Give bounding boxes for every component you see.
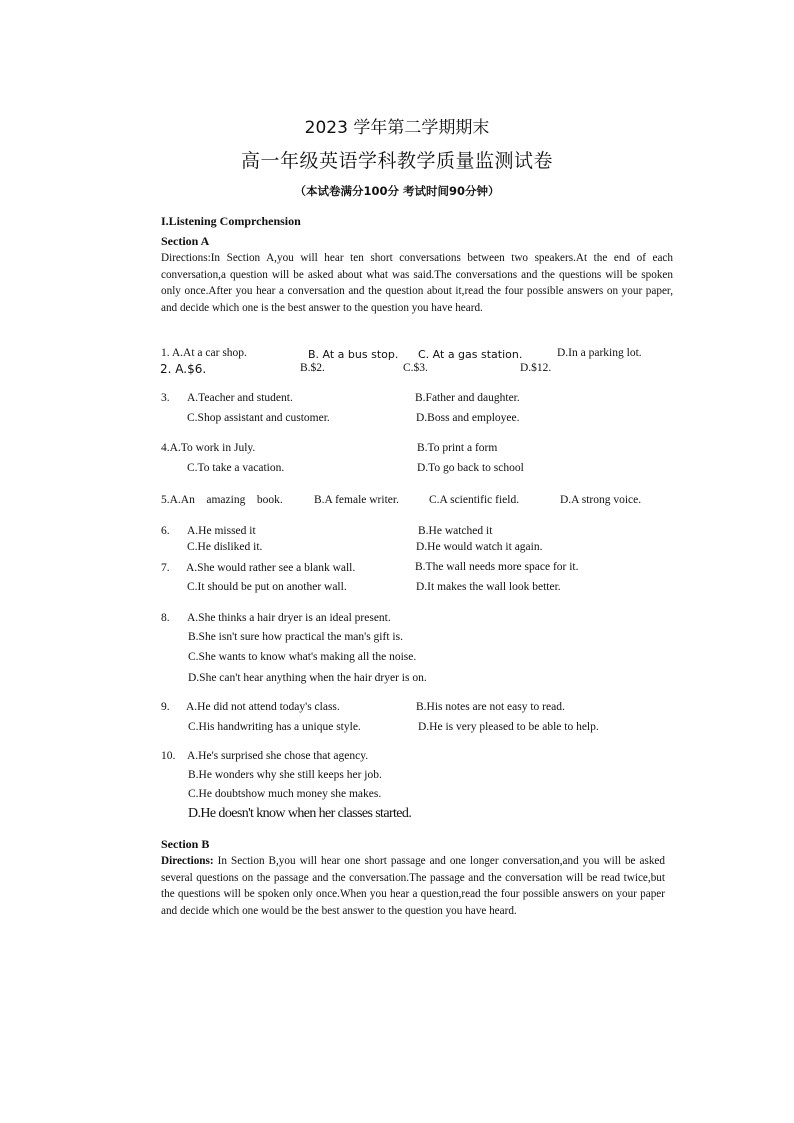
q1-option-a: 1. A.At a car shop.	[161, 347, 247, 359]
exam-subtitle: 高一年级英语学科教学质量监测试卷	[240, 150, 553, 172]
q7-option-c: C.It should be put on another wall.	[187, 581, 347, 593]
q9-option-a: A.He did not attend today's class.	[186, 701, 340, 713]
q3-number: 3.	[161, 392, 170, 404]
exam-note: （本试卷满分100分 考试时间90分钟）	[294, 184, 500, 198]
q2-option-d: D.$12.	[520, 362, 552, 374]
q5-option-b: B.A female writer.	[314, 494, 399, 506]
q7-number: 7.	[161, 562, 170, 574]
q7-option-d: D.It makes the wall look better.	[416, 581, 561, 593]
q8-option-b: B.She isn't sure how practical the man's gift is.	[188, 631, 403, 643]
q1-option-d: D.In a parking lot.	[557, 347, 642, 359]
q4-option-c: C.To take a vacation.	[187, 462, 285, 474]
q10-option-d: D.He doesn't know when her classes started.	[188, 806, 412, 821]
q2-option-c: C.$3.	[403, 362, 428, 374]
q6-number: 6.	[161, 525, 170, 537]
q10-option-a: A.He's surprised she chose that agency.	[187, 750, 369, 762]
q6-option-c: C.He disliked it.	[187, 541, 263, 553]
q5-option-c: C.A scientific field.	[429, 494, 520, 506]
q6-option-a: A.He missed it	[187, 525, 256, 537]
q1-option-b: B. At a bus stop.	[308, 348, 399, 361]
q5-option-d: D.A strong voice.	[560, 494, 642, 506]
q6-option-d: D.He would watch it again.	[416, 541, 543, 553]
section-b-directions-text: In Section B,you will hear one short passage and one longer conversation,and you will be asked several questions on the passage and the conversation.The passage and the conversation will be read twice,but the questions will be spoken only once.When you hear a question,read the four possible answers on your paper and decide which one would be the best answer to the question you have heard.	[161, 855, 665, 917]
section-b-directions	[161, 853, 665, 919]
q7-option-a: A.She would rather see a blank wall.	[186, 562, 356, 574]
q2-option-a: 2. A.$6.	[160, 362, 207, 376]
q6-option-b: B.He watched it	[418, 525, 493, 537]
q9-number: 9.	[161, 701, 170, 713]
q3-option-d: D.Boss and employee.	[416, 412, 520, 424]
q4-option-b: B.To print a form	[417, 442, 498, 454]
q7-option-b: B.The wall needs more space for it.	[415, 561, 579, 573]
q3-option-c: C.Shop assistant and customer.	[187, 412, 330, 424]
q1-option-c: C. At a gas station.	[418, 348, 523, 361]
q10-number: 10.	[161, 750, 176, 762]
part-heading: I.Listening Comprchension	[161, 214, 301, 228]
exam-title: 2023 学年第二学期期末	[304, 118, 490, 138]
q4-option-d: D.To go back to school	[417, 462, 524, 474]
q3-option-a: A.Teacher and student.	[187, 392, 293, 404]
section-b-directions-label: Directions:	[161, 855, 214, 867]
q8-option-c: C.She wants to know what's making all the noise.	[188, 651, 417, 663]
q2-option-b: B.$2.	[300, 362, 325, 374]
q8-option-d: D.She can't hear anything when the hair dryer is on.	[188, 672, 427, 684]
q4-option-a: 4.A.To work in July.	[161, 442, 256, 454]
q10-option-c: C.He doubtshow much money she makes.	[188, 788, 382, 800]
q3-option-b: B.Father and daughter.	[415, 392, 520, 404]
q8-option-a: A.She thinks a hair dryer is an ideal present.	[187, 612, 391, 624]
section-b-heading: Section B	[161, 837, 210, 851]
q5-option-a: 5.A.An amazing book.	[161, 494, 283, 506]
q9-option-c: C.His handwriting has a unique style.	[188, 721, 361, 733]
q8-number: 8.	[161, 612, 170, 624]
q9-option-b: B.His notes are not easy to read.	[416, 701, 565, 713]
section-a-directions: Directions:In Section A,you will hear ten short conversations between two speakers.At the end of each conversation,a question will be asked about what was said.The conversations and the questions will be spoken only once.After you hear a conversation and the question about it,read the four possible answers on your paper, and decide which one is the best answer to the question you have heard.	[161, 252, 673, 314]
section-a-heading: Section A	[161, 234, 210, 248]
q9-option-d: D.He is very pleased to be able to help.	[418, 721, 599, 733]
q10-option-b: B.He wonders why she still keeps her job.	[188, 769, 382, 781]
